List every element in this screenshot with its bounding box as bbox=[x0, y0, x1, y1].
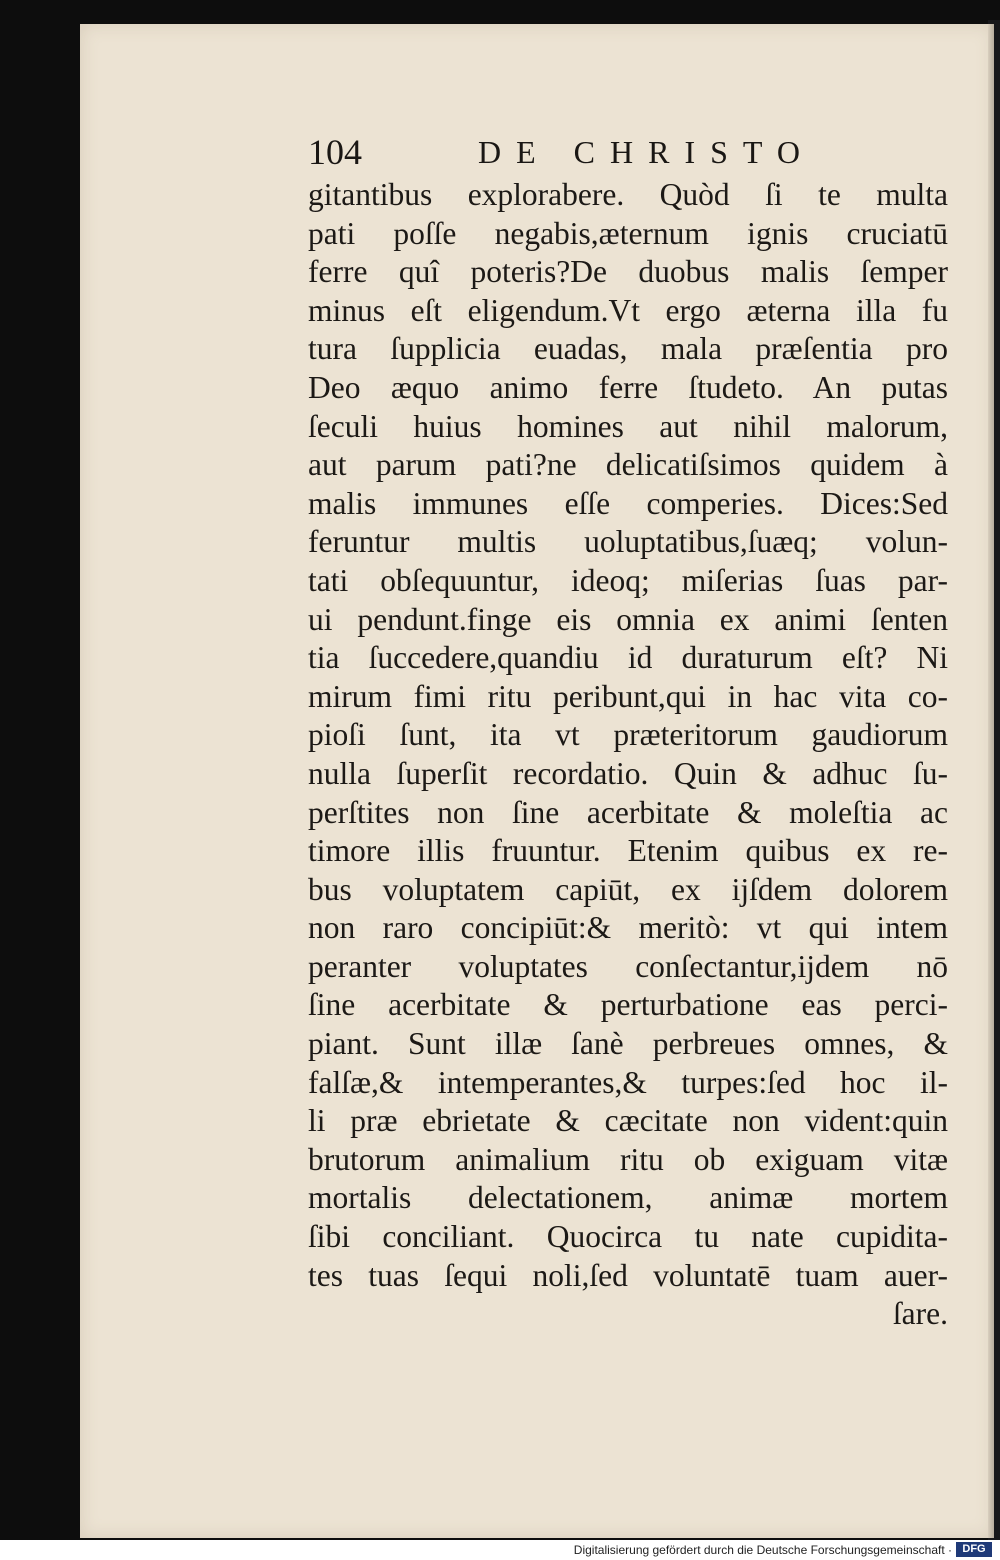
text-line: ferre quî poteris?De duobus malis ſemper bbox=[308, 254, 948, 290]
text-line: pioſi ſunt, ita vt præteritorum gaudiorum bbox=[308, 717, 948, 753]
dfg-logo: DFG bbox=[956, 1542, 992, 1557]
text-line: falſæ,& intemperantes,& turpes:ſed hoc il- bbox=[308, 1064, 948, 1100]
text-line: tura ſupplicia euadas, mala præſentia pro bbox=[308, 331, 948, 367]
body-text bbox=[308, 176, 948, 1334]
text-line: pati poſſe negabis,æternum ignis cruciatū bbox=[308, 215, 948, 251]
text-line-catchword: ſare. bbox=[892, 1296, 948, 1332]
text-line: bus voluptatem capiūt, ex ijſdem dolorem bbox=[308, 871, 948, 907]
text-line: li præ ebrietate & cæcitate non vident:quin bbox=[308, 1103, 948, 1139]
text-line: tia ſuccedere,quandiu id duraturum eſt? Ni bbox=[308, 640, 948, 676]
text-line: minus eſt eligendum.Vt ergo æterna illa fu bbox=[308, 292, 948, 328]
text-line: feruntur multis uoluptatibus,ſuæq; volun- bbox=[308, 524, 948, 560]
funding-credit: Digitalisierung gefördert durch die Deutsche Forschungsgemeinschaft · bbox=[573, 1543, 952, 1557]
running-head: DE CHRISTO bbox=[478, 134, 815, 170]
text-line: mirum fimi ritu peribunt,qui in hac vita co- bbox=[308, 678, 948, 714]
text-line: piant. Sunt illæ ſanè perbreues omnes, & bbox=[308, 1026, 948, 1062]
text-line: perſtites non ſine acerbitate & moleſtia ac bbox=[308, 794, 948, 830]
page-number: 104 bbox=[308, 132, 362, 172]
text-line: ſine acerbitate & perturbatione eas perci- bbox=[308, 987, 948, 1023]
text-line: gitantibus explorabere. Quòd ſi te multa bbox=[308, 177, 948, 212]
text-line: mortalis delectationem, animæ mortem bbox=[308, 1180, 948, 1216]
page-edge-shadow bbox=[988, 24, 994, 1538]
text-line: ui pendunt.finge eis omnia ex animi ſenten bbox=[308, 601, 948, 637]
text-line: brutorum animalium ritu ob exiguam vitæ bbox=[308, 1141, 948, 1177]
text-line: ſeculi huius homines aut nihil malorum, bbox=[308, 408, 948, 444]
page-header bbox=[308, 131, 928, 173]
text-line: tes tuas ſequi noli,ſed voluntatē tuam auer- bbox=[308, 1257, 948, 1293]
footer-bar bbox=[0, 1540, 1000, 1560]
text-line: peranter voluptates conſectantur,ijdem nō bbox=[308, 948, 948, 984]
text-line: aut parum pati?ne delicatiſsimos quidem à bbox=[308, 447, 948, 483]
text-line: ſibi conciliant. Quocirca tu nate cupidita- bbox=[308, 1219, 948, 1255]
text-line: malis immunes eſſe comperies. Dices:Sed bbox=[308, 485, 948, 521]
text-line: nulla ſuperſit recordatio. Quin & adhuc ſu- bbox=[308, 755, 948, 791]
text-line: timore illis fruuntur. Etenim quibus ex re- bbox=[308, 833, 948, 869]
text-line: Deo æquo animo ferre ſtudeto. An putas bbox=[308, 369, 948, 405]
text-line: non raro concipiūt:& meritò: vt qui intem bbox=[308, 910, 948, 946]
text-line: tati obſequuntur, ideoq; miſerias ſuas par- bbox=[308, 562, 948, 598]
